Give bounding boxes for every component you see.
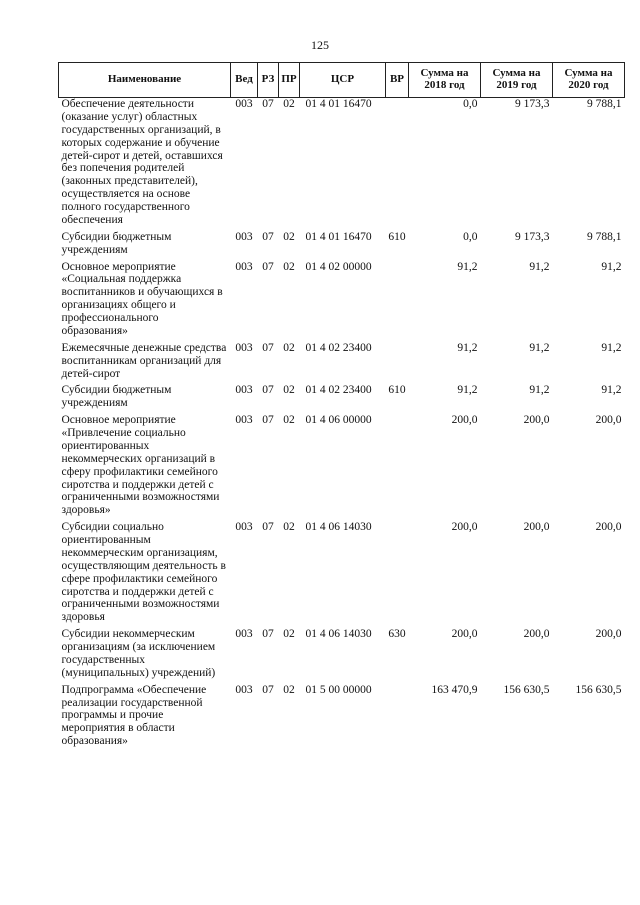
header-sum-2020: Сумма на 2020 год xyxy=(553,63,625,98)
row-rz-cell: 07 xyxy=(262,628,274,641)
row-sum-2018-cell: 200,0 xyxy=(451,521,478,534)
row-vr-cell xyxy=(386,261,409,342)
row-name-cell: Основное мероприятие «Привлечение социально ориентированных некоммерческих организаций в сферу профилактики семейного сиротства и поддержки детей с ограниченными возможностями здоровья» xyxy=(61,414,220,517)
table-row xyxy=(59,342,625,385)
row-name-cell: Субсидии социально ориентированным некоммерческим организациям, осуществляющим деятельность в сфере профилактики семейного сиротства и поддержки детей с ограниченными возможностями здоровья xyxy=(61,521,226,624)
table-header-row xyxy=(59,63,625,98)
table-row xyxy=(59,261,625,342)
table-row xyxy=(59,628,625,684)
header-sum-2019: Сумма на 2019 год xyxy=(481,63,553,98)
row-sum-2019-cell: 91,2 xyxy=(529,341,550,354)
row-name-cell: Субсидии бюджетным учреждениям xyxy=(61,230,172,256)
row-ved-cell: 003 xyxy=(235,230,253,243)
row-vr-cell xyxy=(386,414,409,521)
table-row xyxy=(59,684,625,752)
row-csr-cell: 01 4 02 00000 xyxy=(305,260,372,273)
row-pr-cell: 02 xyxy=(283,260,295,273)
row-csr-cell: 01 4 02 23400 xyxy=(305,384,372,397)
row-pr-cell: 02 xyxy=(283,98,295,110)
row-rz-cell: 07 xyxy=(262,98,274,110)
row-sum-2020-cell: 200,0 xyxy=(595,628,622,641)
row-sum-2018-cell: 200,0 xyxy=(451,628,478,641)
row-pr-cell: 02 xyxy=(283,628,295,641)
row-ved-cell: 003 xyxy=(235,628,253,641)
row-sum-2018-cell: 91,2 xyxy=(457,384,478,397)
row-pr-cell: 02 xyxy=(283,683,295,696)
row-sum-2019-cell: 156 630,5 xyxy=(503,683,550,696)
row-sum-2020-cell: 91,2 xyxy=(601,260,622,273)
row-rz-cell: 07 xyxy=(262,260,274,273)
row-sum-2020-cell: 156 630,5 xyxy=(575,683,622,696)
table-row xyxy=(59,414,625,521)
row-csr-cell: 01 4 06 14030 xyxy=(305,521,372,534)
row-sum-2018-cell: 0,0 xyxy=(463,98,478,110)
row-ved-cell: 003 xyxy=(235,683,253,696)
row-sum-2018-cell: 200,0 xyxy=(451,414,478,427)
header-ved: Вед xyxy=(231,63,258,98)
table-row xyxy=(59,231,625,261)
row-rz-cell: 07 xyxy=(262,683,274,696)
row-sum-2020-cell: 9 788,1 xyxy=(587,98,622,110)
row-sum-2019-cell: 200,0 xyxy=(523,414,550,427)
row-pr-cell: 02 xyxy=(283,414,295,427)
row-name-cell: Ежемесячные денежные средства воспитанникам организаций для детей-сирот xyxy=(61,341,227,380)
row-vr-cell xyxy=(386,98,409,231)
row-ved-cell: 003 xyxy=(235,260,253,273)
row-name-cell: Основное мероприятие «Социальная поддержка воспитанников и обучающихся в организациях общего и профессионального образования» xyxy=(61,260,223,337)
row-sum-2018-cell: 0,0 xyxy=(463,230,478,243)
row-rz-cell: 07 xyxy=(262,521,274,534)
row-sum-2019-cell: 91,2 xyxy=(529,384,550,397)
row-ved-cell: 003 xyxy=(235,98,253,110)
row-sum-2019-cell: 200,0 xyxy=(523,628,550,641)
row-ved-cell: 003 xyxy=(235,414,253,427)
header-pr: ПР xyxy=(279,63,300,98)
row-name-cell: Субсидии бюджетным учреждениям xyxy=(61,384,172,410)
row-csr-cell: 01 4 06 00000 xyxy=(305,414,372,427)
header-csr: ЦСР xyxy=(300,63,386,98)
row-sum-2019-cell: 9 173,3 xyxy=(515,98,550,110)
row-rz-cell: 07 xyxy=(262,230,274,243)
row-ved-cell: 003 xyxy=(235,521,253,534)
table-row xyxy=(59,521,625,628)
row-pr-cell: 02 xyxy=(283,341,295,354)
row-sum-2020-cell: 91,2 xyxy=(601,384,622,397)
budget-table xyxy=(58,62,625,752)
row-vr-cell xyxy=(386,684,409,752)
row-csr-cell: 01 4 06 14030 xyxy=(305,628,372,641)
row-pr-cell: 02 xyxy=(283,230,295,243)
header-sum-2018: Сумма на 2018 год xyxy=(409,63,481,98)
row-sum-2020-cell: 91,2 xyxy=(601,341,622,354)
row-vr-cell: 630 xyxy=(388,628,406,641)
row-pr-cell: 02 xyxy=(283,521,295,534)
row-vr-cell: 610 xyxy=(388,230,406,243)
row-ved-cell: 003 xyxy=(235,384,253,397)
row-csr-cell: 01 4 01 16470 xyxy=(305,98,372,110)
row-vr-cell: 610 xyxy=(388,384,406,397)
row-pr-cell: 02 xyxy=(283,384,295,397)
row-rz-cell: 07 xyxy=(262,341,274,354)
row-name-cell: Подпрограмма «Обеспечение реализации государственной программы и прочие мероприятия в области образования» xyxy=(61,683,207,748)
row-csr-cell: 01 5 00 00000 xyxy=(305,683,372,696)
header-rz: РЗ xyxy=(258,63,279,98)
row-sum-2018-cell: 163 470,9 xyxy=(431,683,478,696)
page-number: 125 xyxy=(311,38,329,52)
header-name: Наименование xyxy=(59,63,231,98)
header-vr: ВР xyxy=(386,63,409,98)
row-name-cell: Обеспечение деятельности (оказание услуг) областных государственных организаций, в которых содержание и обучение детей-сирот и детей, оставшихся без попечения родителей (законных представителей), осуществляется на основе полного государственного обеспечения xyxy=(61,98,223,226)
row-csr-cell: 01 4 01 16470 xyxy=(305,230,372,243)
table-row xyxy=(59,98,625,231)
row-rz-cell: 07 xyxy=(262,384,274,397)
row-sum-2019-cell: 200,0 xyxy=(523,521,550,534)
row-ved-cell: 003 xyxy=(235,341,253,354)
row-vr-cell xyxy=(386,521,409,628)
row-name-cell: Субсидии некоммерческим организациям (за исключением государственных (муниципальных) учреждений) xyxy=(61,628,216,679)
row-sum-2018-cell: 91,2 xyxy=(457,260,478,273)
row-rz-cell: 07 xyxy=(262,414,274,427)
row-sum-2020-cell: 200,0 xyxy=(595,414,622,427)
row-sum-2018-cell: 91,2 xyxy=(457,341,478,354)
row-csr-cell: 01 4 02 23400 xyxy=(305,341,372,354)
row-sum-2020-cell: 200,0 xyxy=(595,521,622,534)
row-sum-2020-cell: 9 788,1 xyxy=(587,230,622,243)
row-vr-cell xyxy=(386,342,409,385)
table-body xyxy=(59,98,625,753)
table-row xyxy=(59,384,625,414)
row-sum-2019-cell: 9 173,3 xyxy=(515,230,550,243)
row-sum-2019-cell: 91,2 xyxy=(529,260,550,273)
